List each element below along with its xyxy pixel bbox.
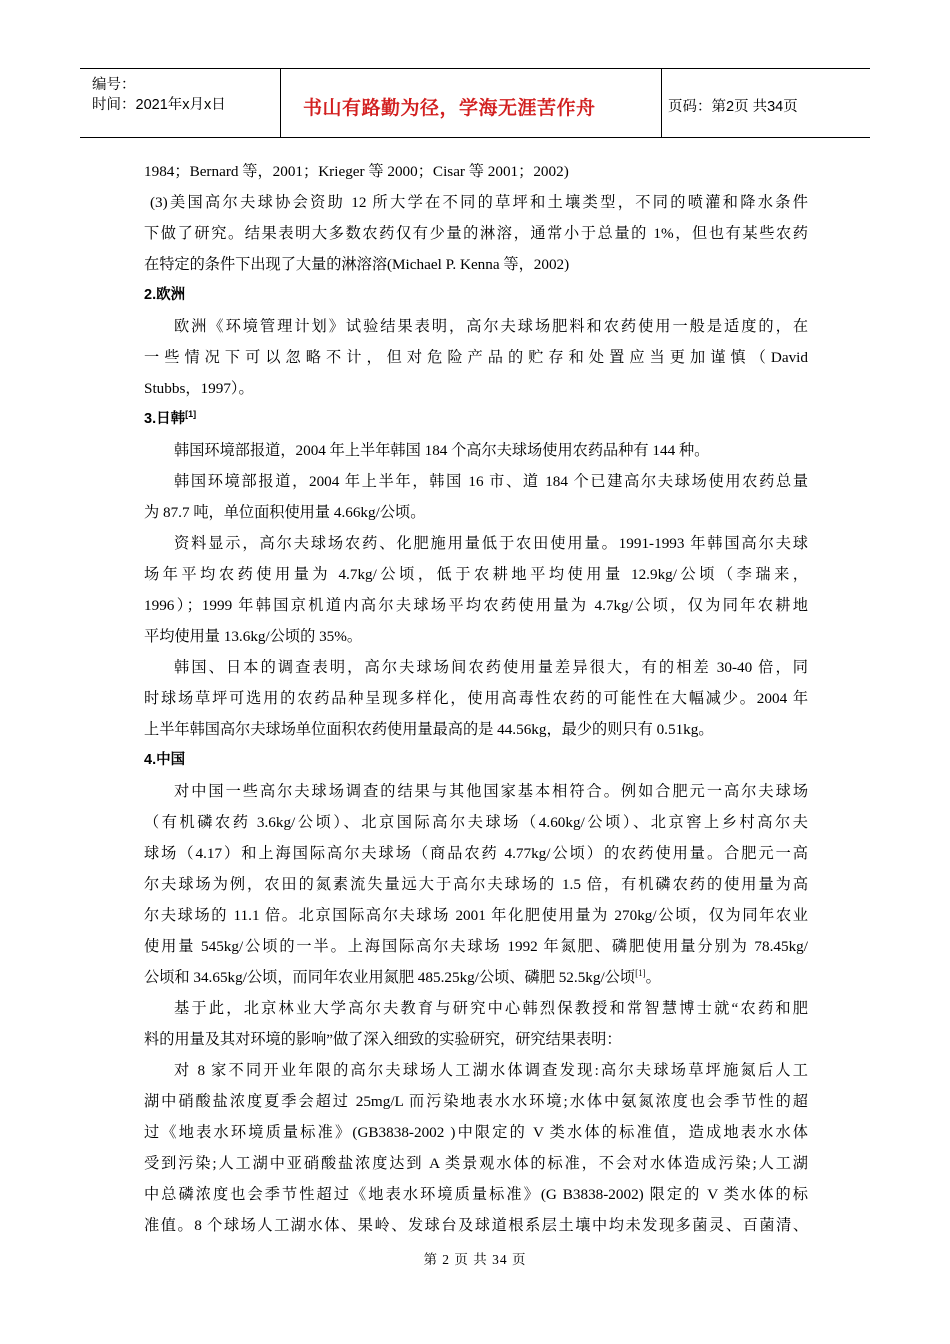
paragraph-line: 过《地表水环境质量标准》(GB3838-2002 )中限定的 V 类水体的标准值，造成地表水水体 [144,1124,808,1141]
paragraph-line: (3)美国高尔夫球协会资助 12 所大学在不同的草坪和土壤类型，不同的喷灌和降水条件 [150,194,808,211]
paragraph-line: 中总磷浓度也会季节性超过《地表水环境质量标准》(G B3838-2002) 限定的 V 类水体的标 [144,1186,808,1203]
paragraph-line: （有机磷农药 3.6kg/公顷）、北京国际高尔夫球场（4.60kg/公顷）、北京窖上乡村高尔夫 [144,814,808,831]
paragraph-line: 下做了研究。结果表明大多数农药仅有少量的淋溶，通常小于总量的 1%，但也有某些农药 [144,225,808,242]
paragraph-line: 时球场草坪可选用的农药品种呈现多样化，使用高毒性农药的可能性在大幅减少。2004 年 [144,690,808,707]
paragraph-line: 料的用量及其对环境的影响”做了深入细致的实验研究，研究结果表明： [144,1031,622,1048]
paragraph-line: 尔夫球场为例，农田的氮素流失量远大于高尔夫球场的 1.5 倍，有机磷农药的使用量为高 [144,876,808,893]
paragraph-line: 韩国、日本的调查表明，高尔夫球场间农药使用量差异很大，有的相差 30-40 倍，同 [174,659,808,676]
paragraph-line: 为 87.7 吨，单位面积使用量 4.66kg/公顷。 [144,504,426,521]
paragraph-line: 欧洲《环境管理计划》试验结果表明，高尔夫球场肥料和农药使用一般是适度的，在 [174,318,808,335]
line-text: 公顷和 34.65kg/公顷，而同年农业用氮肥 485.25kg/公顷、磷肥 52.5kg/公顷 [144,969,636,986]
document-body [144,156,808,1241]
paragraph-line: 基于此，北京林业大学高尔夫教育与研究中心韩烈保教授和常智慧博士就“农药和肥 [174,1000,808,1017]
header-page-cell [662,69,870,137]
paragraph-line: 湖中硝酸盐浓度夏季会超过 25mg/L 而污染地表水水环境;水体中氨氮浓度也会季节性的超 [144,1093,808,1110]
paragraph-line: 对 8 家不同开业年限的高尔夫球场人工湖水体调查发现:高尔夫球场草坪施氮后人工 [174,1062,808,1079]
paragraph-line: Stubbs，1997）。 [144,380,254,397]
paragraph-line: 球场（4.17）和上海国际高尔夫球场（商品农药 4.77kg/公顷）的农药使用量。合肥元一高 [144,845,808,862]
line-end: 。 [645,969,661,986]
paragraph-line: 平均使用量 13.6kg/公顷的 35%。 [144,628,363,645]
paragraph-line: 在特定的条件下出现了大量的淋溶溶(Michael P. Kenna 等，2002) [144,256,570,273]
header-motto: 书山有路勤为径，学海无涯苦作舟 [303,97,596,119]
paragraph-line: 对中国一些高尔夫球场调查的结果与其他国家基本相符合。例如合肥元一高尔夫球场 [174,783,808,800]
paragraph-line: 韩国环境部报道，2004 年上半年，韩国 16 市、道 184 个已建高尔夫球场使用农药总量 [174,473,808,490]
paragraph-line: 受到污染;人工湖中亚硝酸盐浓度达到 A 类景观水体的标准，不会对水体造成污染;人工湖 [144,1155,808,1172]
paragraph-line: 上半年韩国高尔夫球场单位面积农药使用量最高的是 44.56kg，最少的则只有 0.51kg。 [144,721,714,738]
paragraph-line: 1984；Bernard 等，2001；Krieger 等 2000；Cisar 等 2001；2002) [144,163,569,180]
paragraph-line: 一些情况下可以忽略不计，但对危险产品的贮存和处置应当更加谨慎（David [144,349,808,366]
section-heading-china: 4.中国 [144,752,186,768]
paragraph-line: 尔夫球场的 11.1 倍。北京国际高尔夫球场 2001 年化肥使用量为 270kg/公顷，仅为同年农业 [144,907,808,924]
page-footer: 第 2 页 共 34 页 [423,1252,527,1267]
header-page-number: 页码：第2页 共34页 [668,99,798,115]
page-header [80,68,870,138]
header-meta-cell [80,69,281,137]
citation-ref: [1] [185,409,197,419]
paragraph-line: 场年平均农药使用量为 4.7kg/公顷，低于农耕地平均使用量 12.9kg/公顷（李瑞来， [144,566,808,583]
document-number-label: 编号： [92,77,136,93]
section-heading-japan-korea [144,404,808,435]
citation-ref: [1] [635,968,646,978]
paragraph-line: 1996）；1999 年韩国京机道内高尔夫球场平均农药使用量为 4.7kg/公顷，仅为同年农耕地 [144,597,808,614]
section-heading-europe: 2.欧洲 [144,287,186,303]
paragraph-line [144,962,808,993]
header-motto-cell [281,69,662,137]
document-time-label: 时间：2021年x月x日 [92,97,226,113]
paragraph-line: 准值。8 个球场人工湖水体、果岭、发球台及球道根系层土壤中均未发现多菌灵、百菌清、 [144,1217,808,1234]
paragraph-line: 使用量 545kg/公顷的一半。上海国际高尔夫球场 1992 年氮肥、磷肥使用量分别为 78.45kg/ [144,938,808,955]
paragraph-line: 韩国环境部报道，2004 年上半年韩国 184 个高尔夫球场使用农药品种有 144 种。 [174,442,710,459]
heading-text: 3.日韩 [144,411,186,427]
paragraph-line: 资料显示，高尔夫球场农药、化肥施用量低于农田使用量。1991-1993 年韩国高尔夫球 [174,535,808,552]
